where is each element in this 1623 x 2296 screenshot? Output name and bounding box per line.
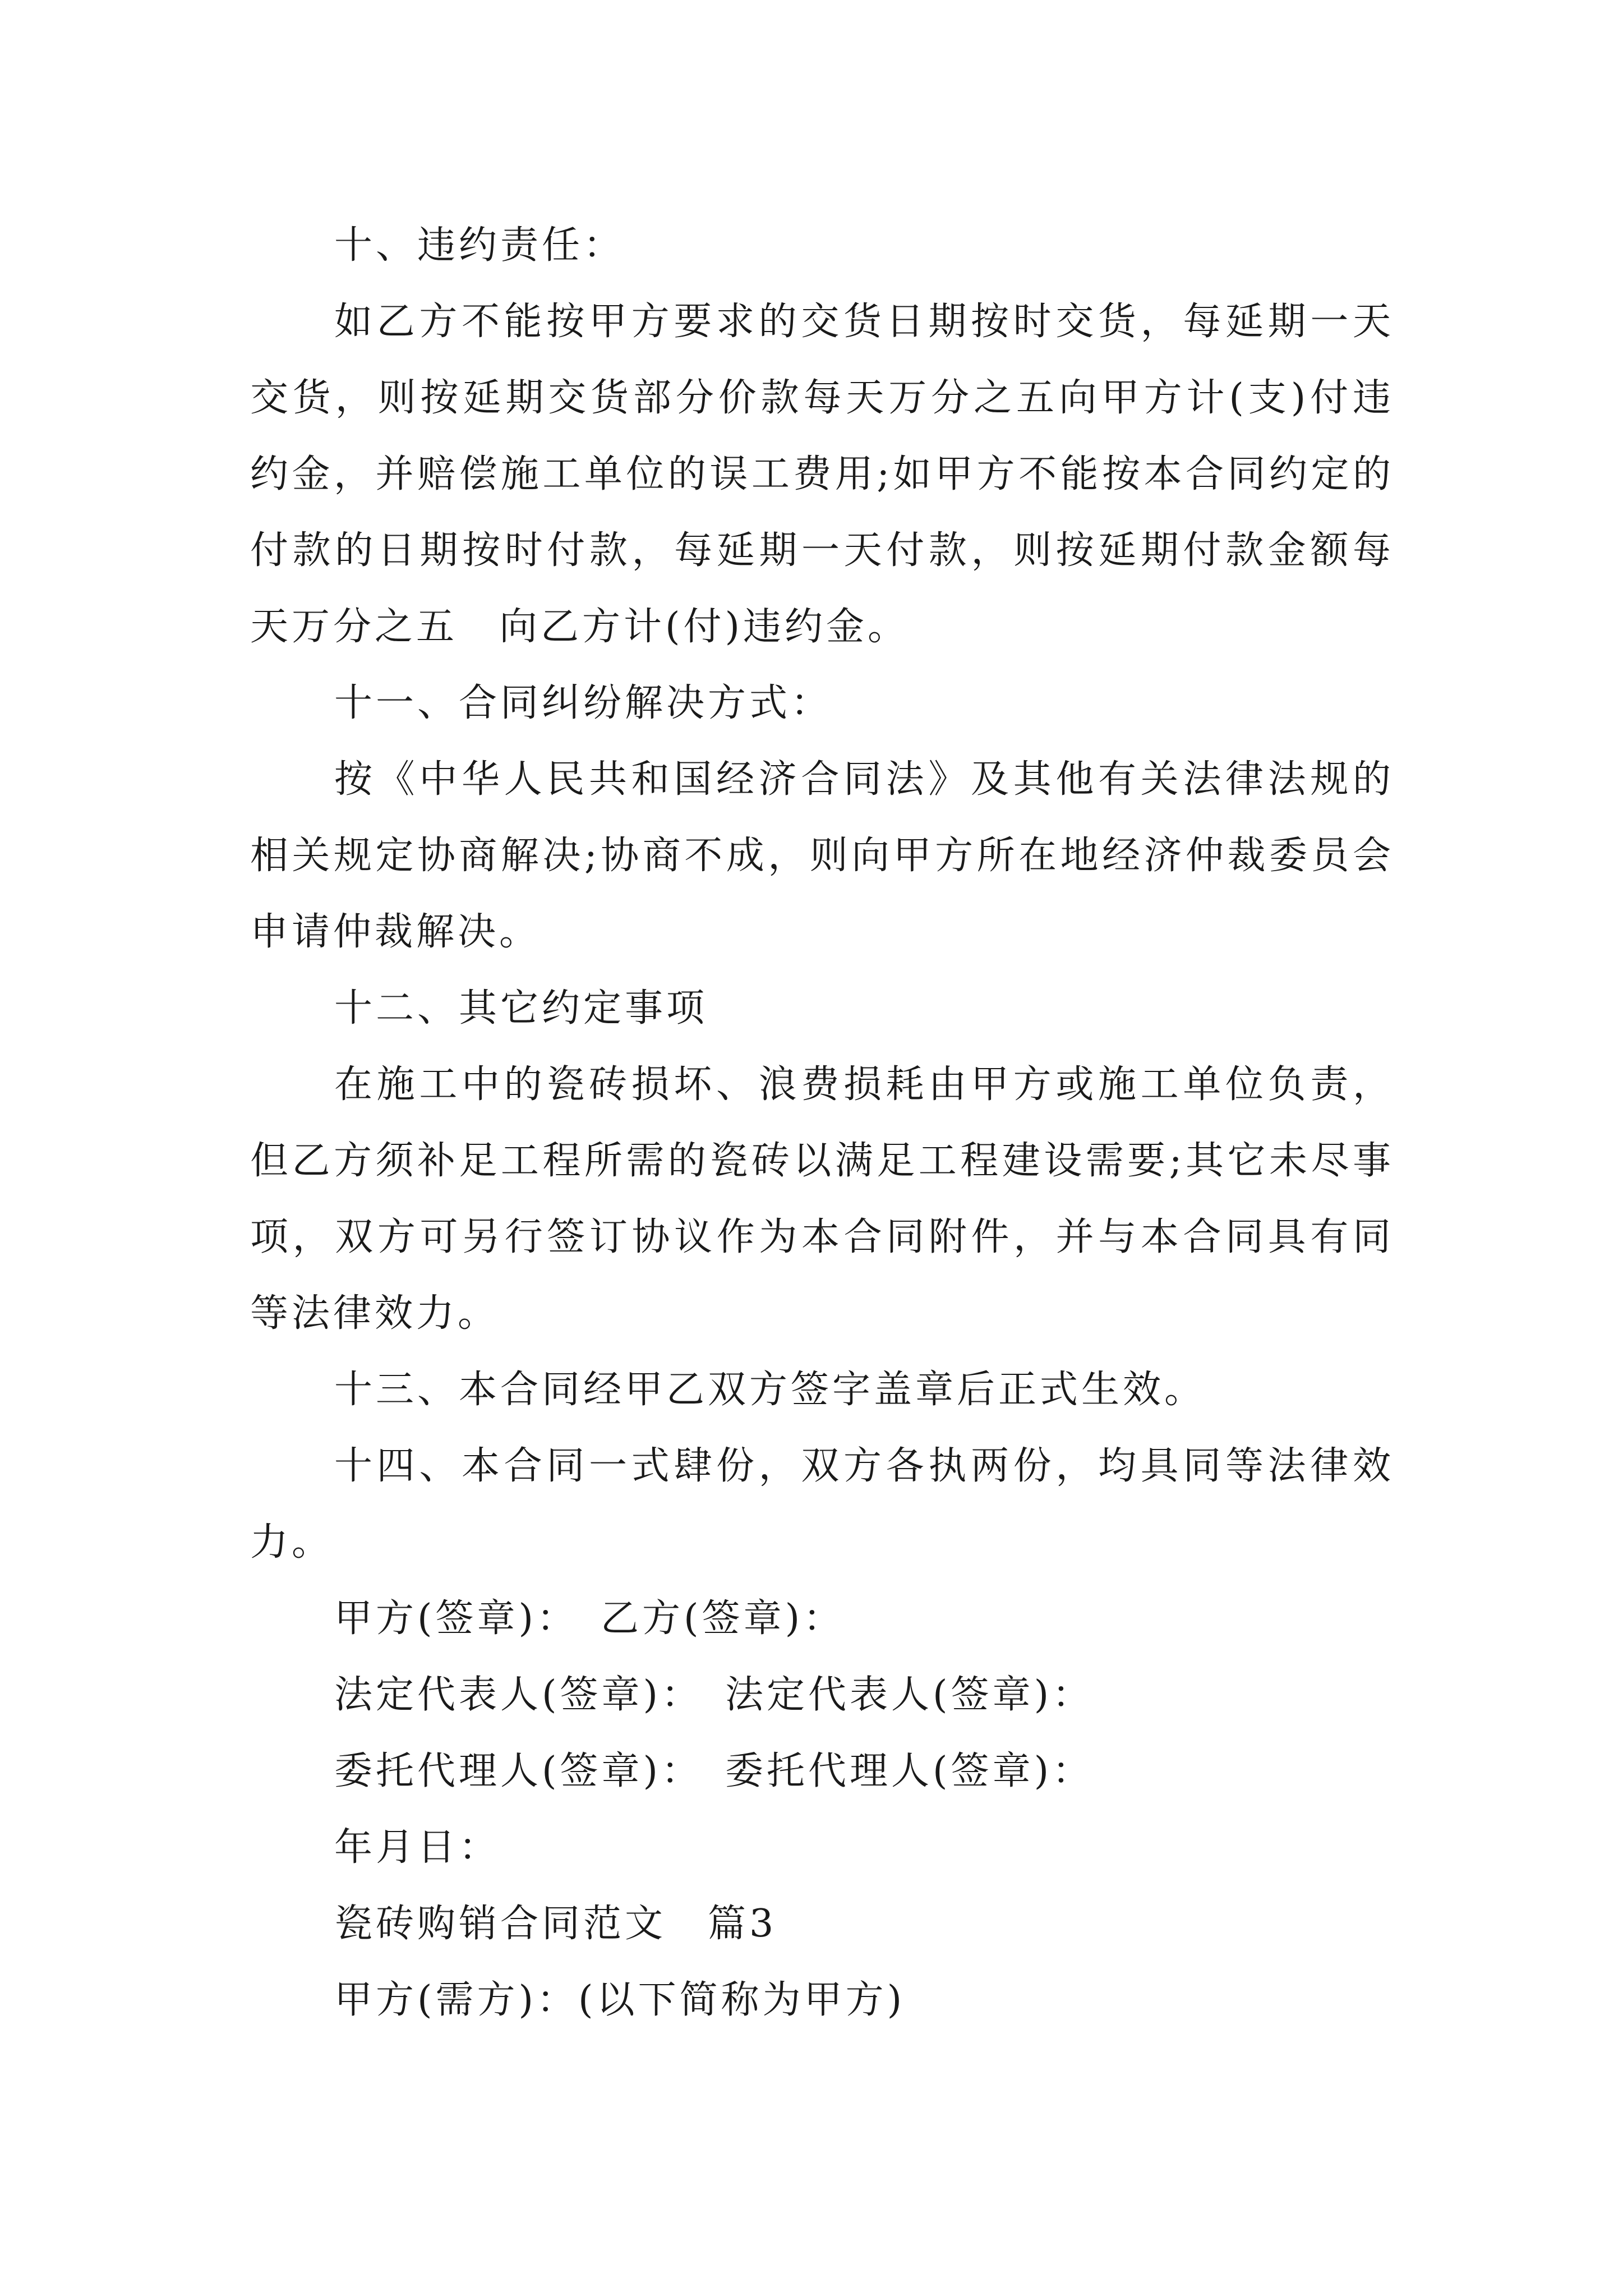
section-13-text: 十三、本合同经甲乙双方签字盖章后正式生效。 [334,1368,1206,1412]
section-10-body: 如乙方不能按甲方要求的交货日期按时交货，每延期一天交货，则按延期交货部分价款每天万分之五向甲方计(支)付违约金，并赔偿施工单位的误工费用;如甲方不能按本合同约定的付款的日期按时付款，每延期一天付款，则按延期付款金额每天万分之五 向乙方计(付)违约金。 [250,300,1394,649]
section-11-body: 按《中华人民共和国经济合同法》及其他有关法律法规的相关规定协商解决;协商不成，则向甲方所在地经济仲裁委员会申请仲裁解决。 [250,757,1394,954]
signature-agent-line: 委托代理人(签章)： 委托代理人(签章)： [334,1749,1094,1793]
next-contract-title: 瓷砖购销合同范文 篇3 [334,1902,777,1946]
signature-legal-rep-line: 法定代表人(签章)： 法定代表人(签章)： [334,1673,1094,1717]
document-body [250,208,1394,2039]
section-10-heading: 十、违约责任： [334,223,625,268]
section-12-body: 在施工中的瓷砖损坏、浪费损耗由甲方或施工单位负责，但乙方须补足工程所需的瓷砖以满足工程建设需要;其它未尽事项，双方可另行签订协议作为本合同附件，并与本合同具有同等法律效力。 [250,1062,1394,1336]
section-11-heading: 十一、合同纠纷解决方式： [334,681,833,725]
party-a-line: 甲方(需方)：(以下简称为甲方) [334,1978,906,2022]
signature-party-line: 甲方(签章)： 乙方(签章)： [334,1596,845,1641]
section-12-heading: 十二、其它约定事项 [334,986,708,1030]
section-14-text: 十四、本合同一式肆份，双方各执两份，均具同等法律效力。 [250,1444,1394,1565]
date-line: 年月日： [334,1825,501,1870]
